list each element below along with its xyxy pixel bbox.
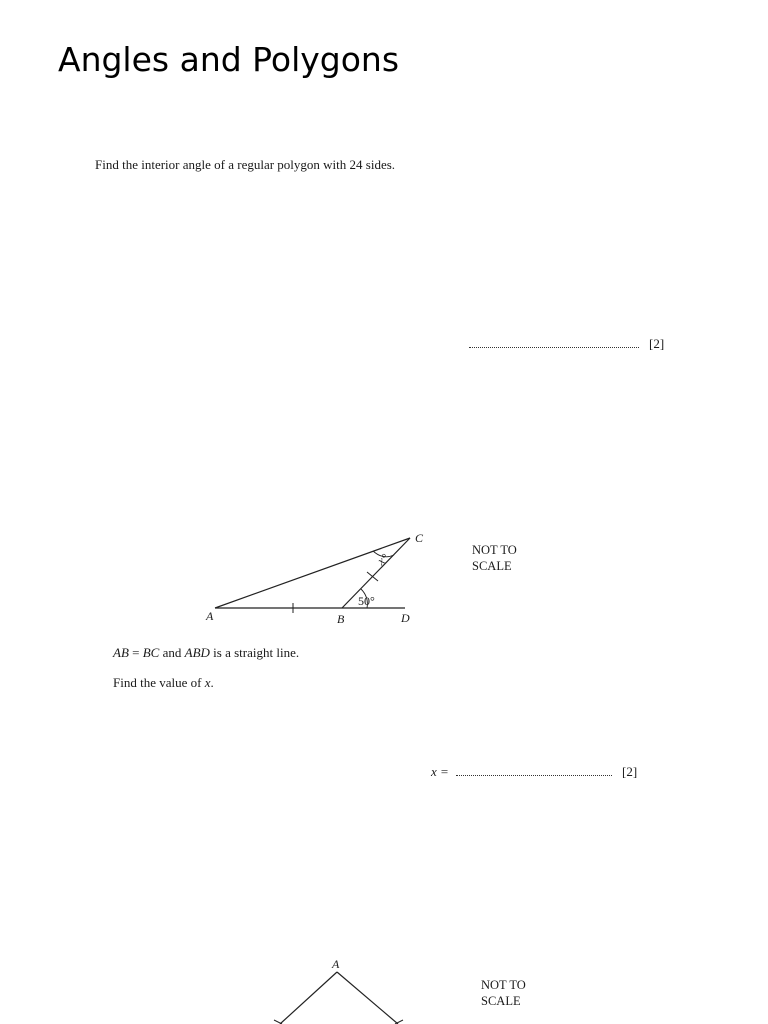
line-ac: [215, 538, 410, 608]
label-a-q3: A: [332, 957, 340, 971]
q1-marks: [2]: [649, 336, 665, 351]
q3-diagram: [260, 954, 420, 1024]
label-c: C: [415, 531, 424, 545]
q1-answer-blank[interactable]: [469, 338, 639, 348]
q2-find: Find the value of x.: [113, 675, 214, 690]
label-angle-x: x°: [374, 550, 392, 568]
q3-not-to-scale: NOT TO SCALE: [481, 978, 526, 1008]
q1-question: Find the interior angle of a regular polygon with 24 sides.: [95, 157, 396, 172]
q2-triangle-diagram: [195, 530, 455, 630]
line-bc: [342, 538, 410, 608]
line-a-left: [280, 972, 337, 1024]
label-a: A: [206, 609, 214, 623]
q2-answer-prefix: x =: [431, 764, 449, 779]
q2-marks: [2]: [622, 764, 638, 779]
q1-answer-line: [469, 336, 664, 352]
q2-answer-blank[interactable]: [456, 766, 612, 776]
line-a-right: [337, 972, 398, 1024]
q2-not-to-scale: NOT TO SCALE: [472, 543, 517, 573]
label-b: B: [337, 612, 345, 626]
q2-answer-line: [431, 764, 637, 780]
q2-statement: AB = BC and ABD is a straight line.: [113, 645, 300, 660]
page-title: Angles and Polygons: [58, 40, 400, 79]
label-angle-50: 50°: [358, 594, 375, 608]
label-d: D: [401, 611, 410, 625]
